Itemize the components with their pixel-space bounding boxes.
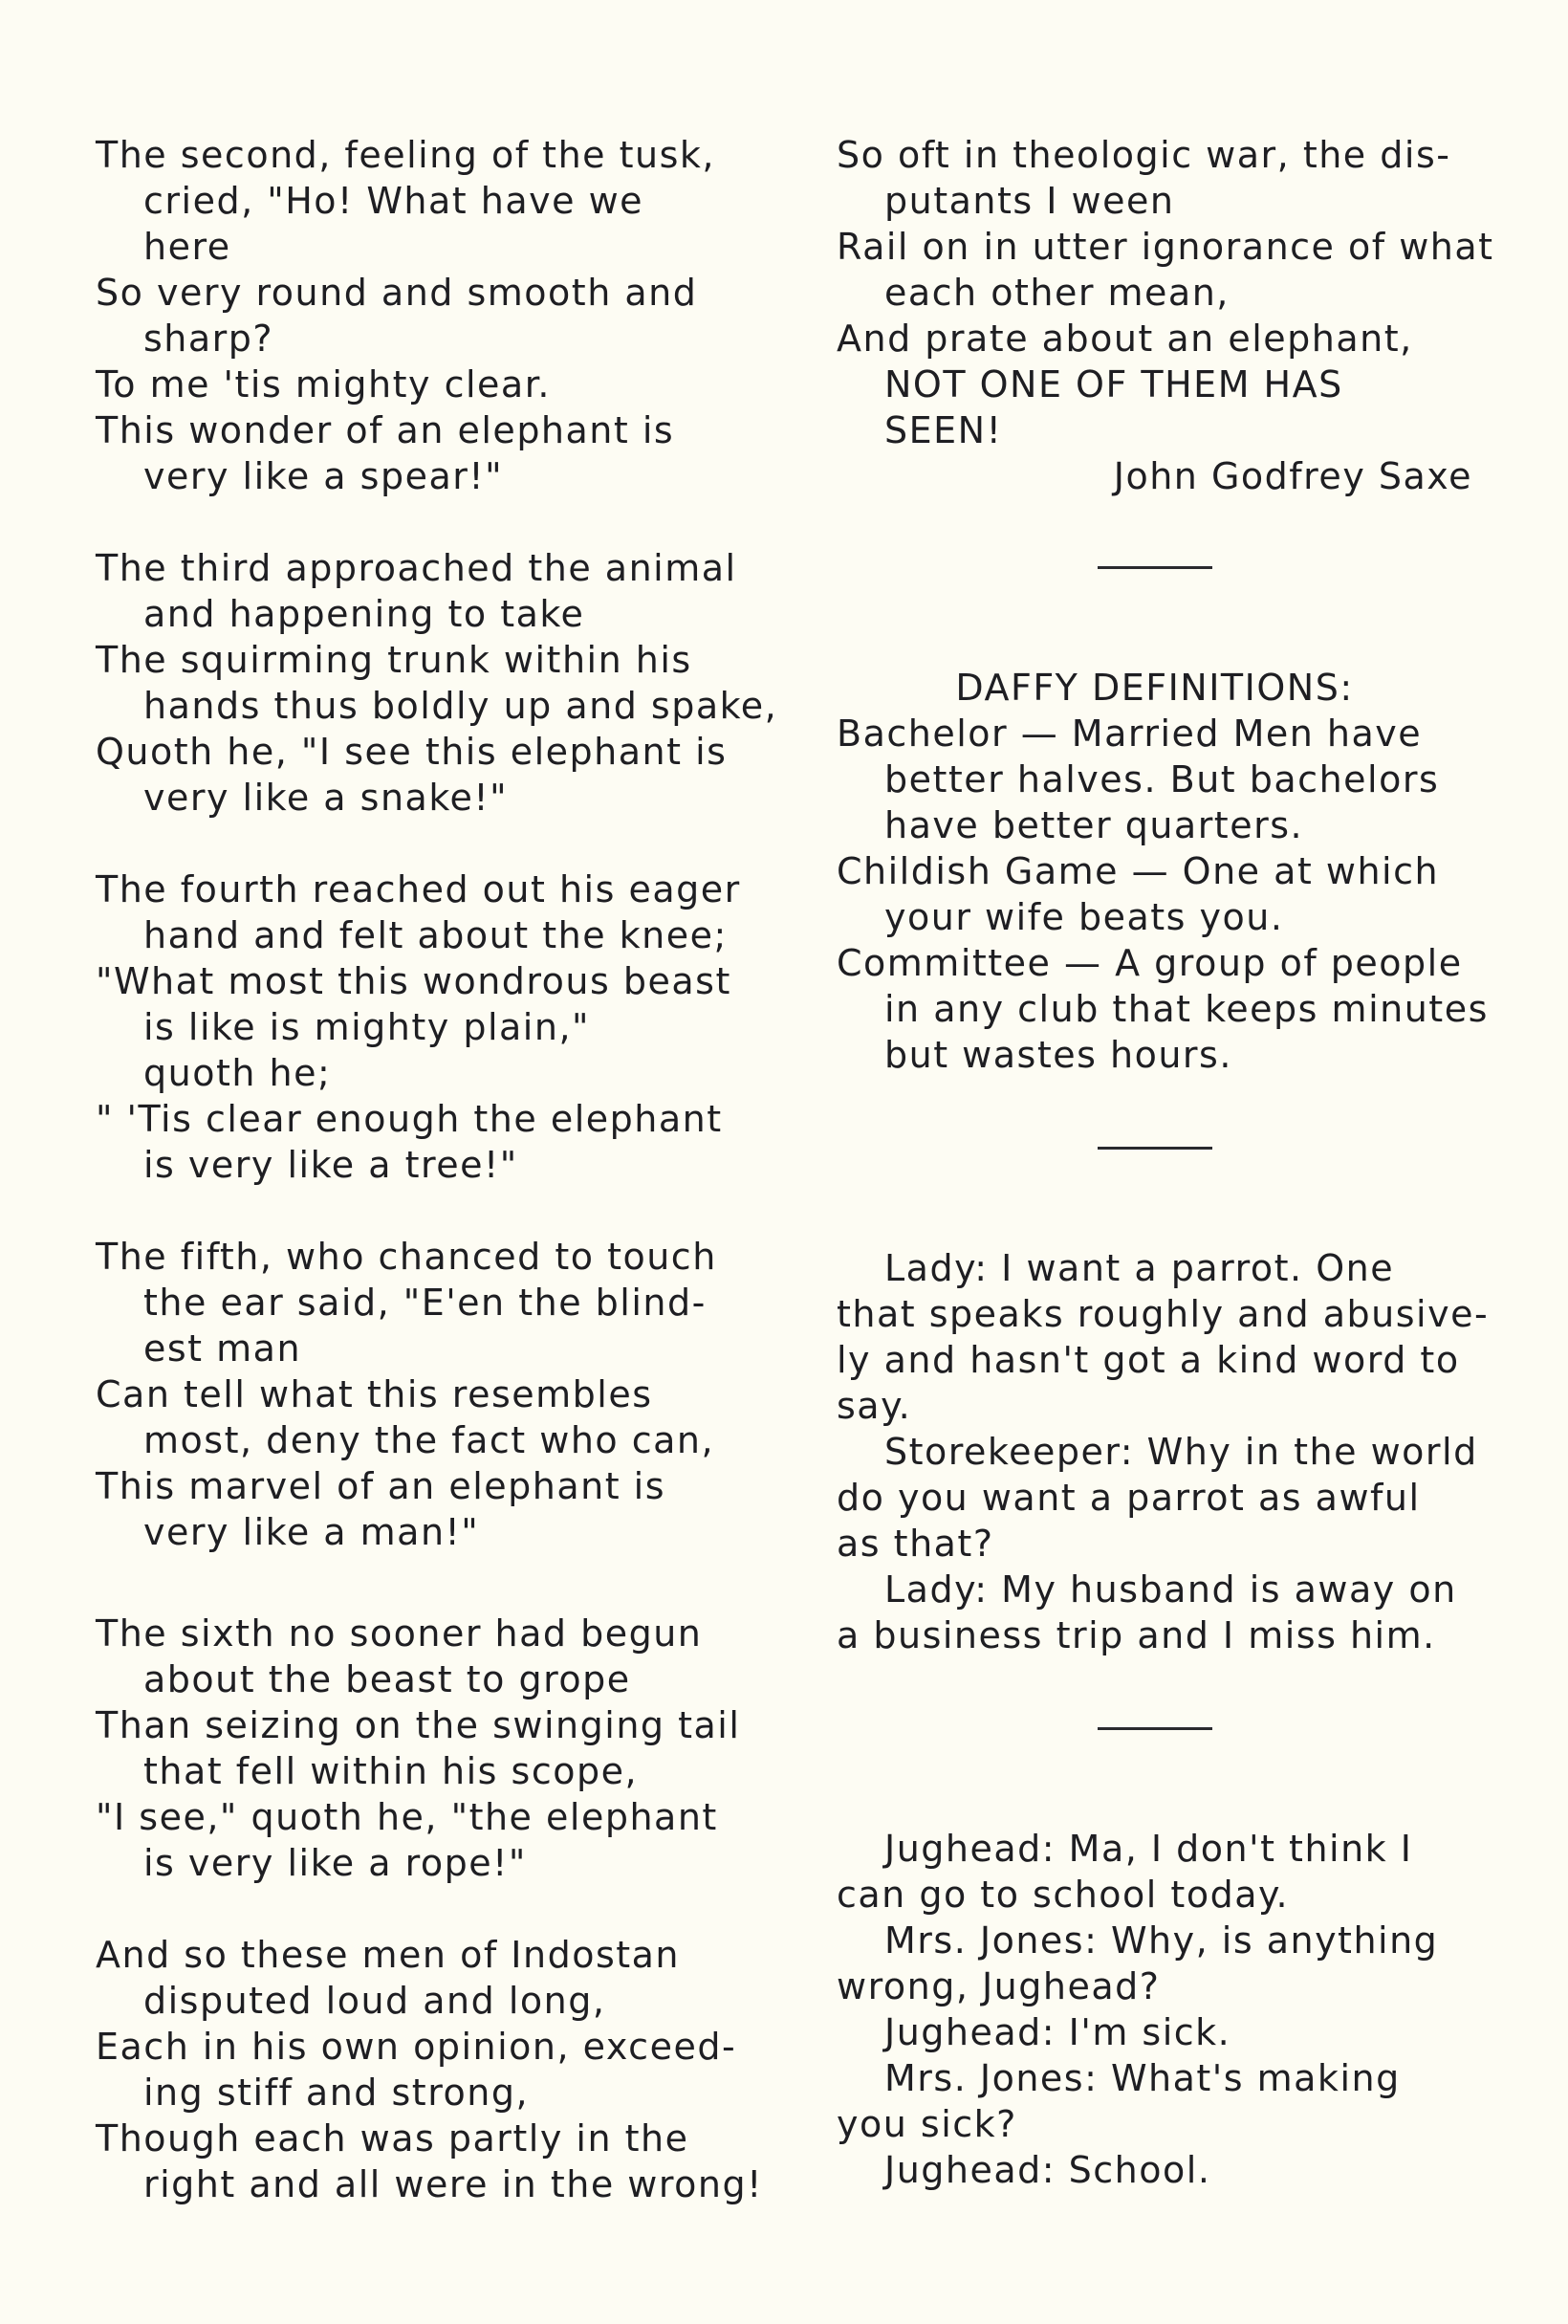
text-line: Jughead: School. [884, 2149, 1211, 2191]
text-line: NOT ONE OF THEM HAS [884, 363, 1343, 406]
stanza-gap [96, 1886, 731, 1932]
text-line: So very round and smooth and [96, 272, 698, 314]
text-line: ing stiff and strong, [143, 2072, 530, 2114]
text-line: right and all were in the wrong! [143, 2163, 763, 2205]
text-line: the ear said, "E'en the blind- [143, 1282, 707, 1324]
text-line: And prate about an elephant, [837, 318, 1413, 360]
text-line: Mrs. Jones: What's making [884, 2057, 1401, 2099]
poem-stanza [96, 1611, 741, 1886]
text-line: "I see," quoth he, "the elephant [96, 1796, 718, 1838]
poem-stanza [96, 866, 741, 1188]
text-line: cried, "Ho! What have we [143, 180, 644, 222]
text-line: is like is mighty plain," [143, 1006, 591, 1048]
text-line: To me 'tis mighty clear. [96, 363, 551, 406]
text-line: Lady: I want a parrot. One [884, 1247, 1395, 1289]
text-line: Bachelor — Married Men have [837, 713, 1423, 755]
text-line: your wife beats you. [884, 896, 1284, 938]
poem-stanza [96, 132, 731, 499]
text-line: ly and hasn't got a kind word to [837, 1339, 1460, 1381]
stanza-gap [96, 1188, 731, 1234]
text-line: Though each was partly in the [96, 2117, 689, 2160]
text-line: you sick? [837, 2103, 1017, 2145]
text-line: The third approached the animal [96, 547, 737, 589]
poem-stanza [96, 545, 778, 821]
text-line: wrong, Jughead? [837, 1965, 1161, 2007]
text-line: is very like a tree!" [143, 1144, 518, 1186]
text-line: a business trip and I miss him. [837, 1614, 1436, 1656]
text-line: very like a snake!" [143, 777, 509, 819]
text-line: here [143, 226, 231, 268]
text-line: very like a man!" [143, 1511, 480, 1553]
text-line: that fell within his scope, [143, 1750, 639, 1792]
text-line: putants I ween [884, 180, 1175, 222]
text-line: most, deny the fact who can, [143, 1419, 715, 1461]
text-line: Mrs. Jones: Why, is anything [884, 1919, 1439, 1962]
text-line: Each in his own opinion, exceed- [96, 2026, 737, 2068]
stanza-gap [96, 1555, 731, 1611]
joke-jughead [837, 1826, 1472, 2193]
text-line: quoth he; [143, 1052, 332, 1094]
text-line: Quoth he, "I see this elephant is [96, 731, 728, 773]
joke-parrot [837, 1245, 1490, 1658]
text-line: The second, feeling of the tusk, [96, 134, 715, 176]
text-line: each other mean, [884, 272, 1230, 314]
text-line: do you want a parrot as awful [837, 1477, 1421, 1519]
text-line: that speaks roughly and abusive- [837, 1293, 1490, 1335]
text-line: Childish Game — One at which [837, 850, 1440, 892]
stanza-gap [96, 499, 731, 545]
text-line: in any club that keeps minutes [884, 988, 1489, 1030]
text-line: The sixth no sooner had begun [96, 1612, 703, 1655]
text-line: The fourth reached out his eager [96, 868, 741, 910]
poem-author: John Godfrey Saxe [1113, 455, 1472, 497]
text-line: This marvel of an elephant is [96, 1465, 666, 1507]
text-line: This wonder of an elephant is [96, 409, 675, 451]
text-line: Committee — A group of people [837, 942, 1463, 984]
text-line: " 'Tis clear enough the elephant [96, 1098, 723, 1140]
text-line: sharp? [143, 318, 274, 360]
text-line: Lady: My husband is away on [884, 1568, 1457, 1611]
text-line: Storekeeper: Why in the world [884, 1431, 1478, 1473]
left-column [96, 132, 778, 2207]
text-line: have better quarters. [884, 804, 1304, 846]
text-line: "What most this wondrous beast [96, 960, 731, 1002]
text-line: The fifth, who chanced to touch [96, 1236, 717, 1278]
right-column [837, 132, 1494, 2193]
text-line: est man [143, 1327, 302, 1370]
definitions-block [837, 711, 1489, 1078]
text-line: And so these men of Indostan [96, 1934, 681, 1976]
text-line: and happening to take [143, 593, 585, 635]
text-line: can go to school today. [837, 1874, 1290, 1916]
text-line: Can tell what this resembles [96, 1373, 653, 1415]
text-line: disputed loud and long, [143, 1980, 606, 2022]
poem-stanza [96, 1932, 763, 2207]
text-line: hands thus boldly up and spake, [143, 685, 778, 727]
text-line: Rail on in utter ignorance of what [837, 226, 1494, 268]
text-line: The squirming trunk within his [96, 639, 692, 681]
text-line: Jughead: I'm sick. [884, 2011, 1231, 2053]
text-line: as that? [837, 1523, 994, 1565]
text-line: Jughead: Ma, I don't think I [884, 1828, 1413, 1870]
text-line: Than seizing on the swinging tail [96, 1704, 741, 1746]
poem-stanza [96, 1234, 731, 1555]
text-line: better halves. But bachelors [884, 758, 1440, 800]
text-line: about the beast to grope [143, 1658, 631, 1700]
text-line: So oft in theologic war, the dis- [837, 134, 1451, 176]
text-line: say. [837, 1385, 912, 1427]
definitions-heading: DAFFY DEFINITIONS: [955, 667, 1354, 709]
text-line: SEEN! [884, 409, 1003, 451]
text-line: is very like a rope!" [143, 1842, 527, 1884]
text-line: hand and felt about the knee; [143, 914, 728, 956]
poem-stanza [837, 132, 1494, 453]
text-line: but wastes hours. [884, 1034, 1232, 1076]
text-line: very like a spear!" [143, 455, 504, 497]
stanza-gap [96, 821, 731, 866]
